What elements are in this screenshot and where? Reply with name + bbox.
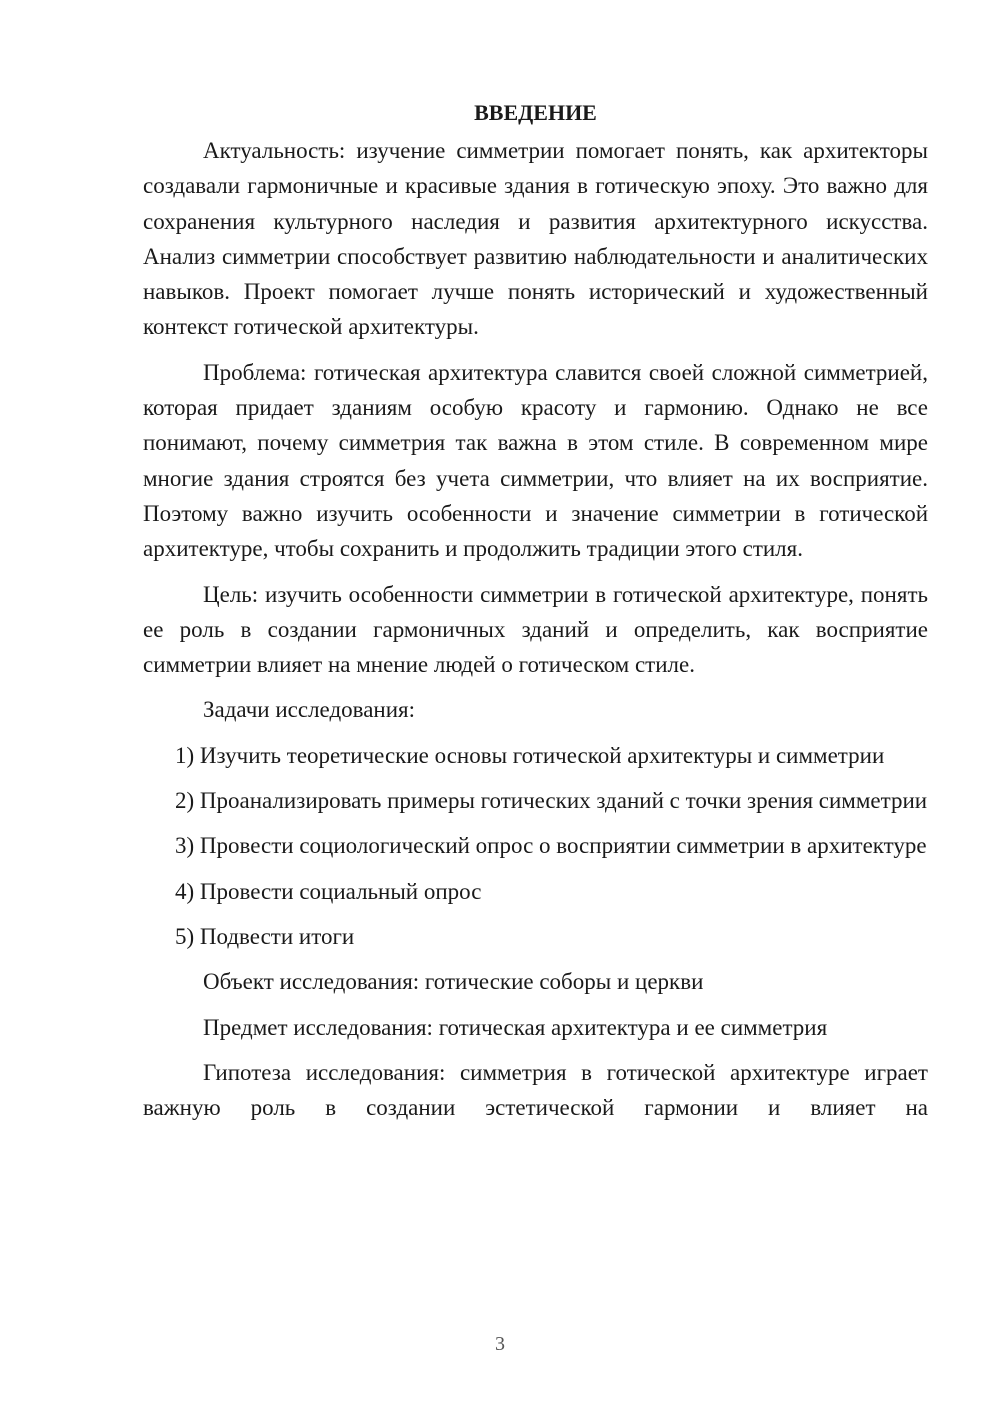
paragraph-subject: Предмет исследования: готическая архитектура и ее симметрия xyxy=(203,1014,828,1040)
page-title: ВВЕДЕНИЕ xyxy=(474,100,597,125)
list-item: 5) Подвести итоги xyxy=(175,923,355,949)
tasks-heading: Задачи исследования: xyxy=(203,697,416,723)
paragraph-hypothesis: Гипотеза исследования: симметрия в готической архитектуре играет важную роль в создании эстетической гармонии и влияет на xyxy=(143,1059,928,1121)
page-number: 3 xyxy=(495,1333,505,1355)
list-item: 1) Изучить теоретические основы готической архитектуры и симметрии xyxy=(175,742,885,768)
paragraph-relevance: Актуальность: изучение симметрии помогает понять, как архитекторы создавали гармоничные и красивые здания в готическую эпоху. Это важно для сохранения культурного наследия и развития архитектурного искусства. Анализ симметрии способствует развитию наблюдательности и аналитических навыков. Проект помогает лучше понять исторический и художественный контекст готической архитектуры. xyxy=(143,138,928,340)
tasks-list xyxy=(143,738,928,954)
paragraph-problem: Проблема: готическая архитектура славится своей сложной симметрией, которая придает зданиям особую красоту и гармонию. Однако не все понимают, почему симметрия так важна в этом стиле. В современном мире многие здания строятся без учета симметрии, что влияет на их восприятие. Поэтому важно изучить особенности и значение симметрии в готической архитектуре, чтобы сохранить и продолжить традиции этого стиля. xyxy=(143,359,928,562)
list-item: 2) Проанализировать примеры готических зданий с точки зрения симметрии xyxy=(175,788,928,814)
page-content xyxy=(143,95,928,1125)
paragraph-goal: Цель: изучить особенности симметрии в готической архитектуре, понять ее роль в создании гармоничных зданий и определить, как восприятие симметрии влияет на мнение людей о готическом стиле. xyxy=(143,581,928,678)
paragraph-object: Объект исследования: готические соборы и церкви xyxy=(203,969,704,995)
list-item: 4) Провести социальный опрос xyxy=(175,878,482,904)
list-item: 3) Провести социологический опрос о восприятии симметрии в архитектуре xyxy=(175,833,927,859)
